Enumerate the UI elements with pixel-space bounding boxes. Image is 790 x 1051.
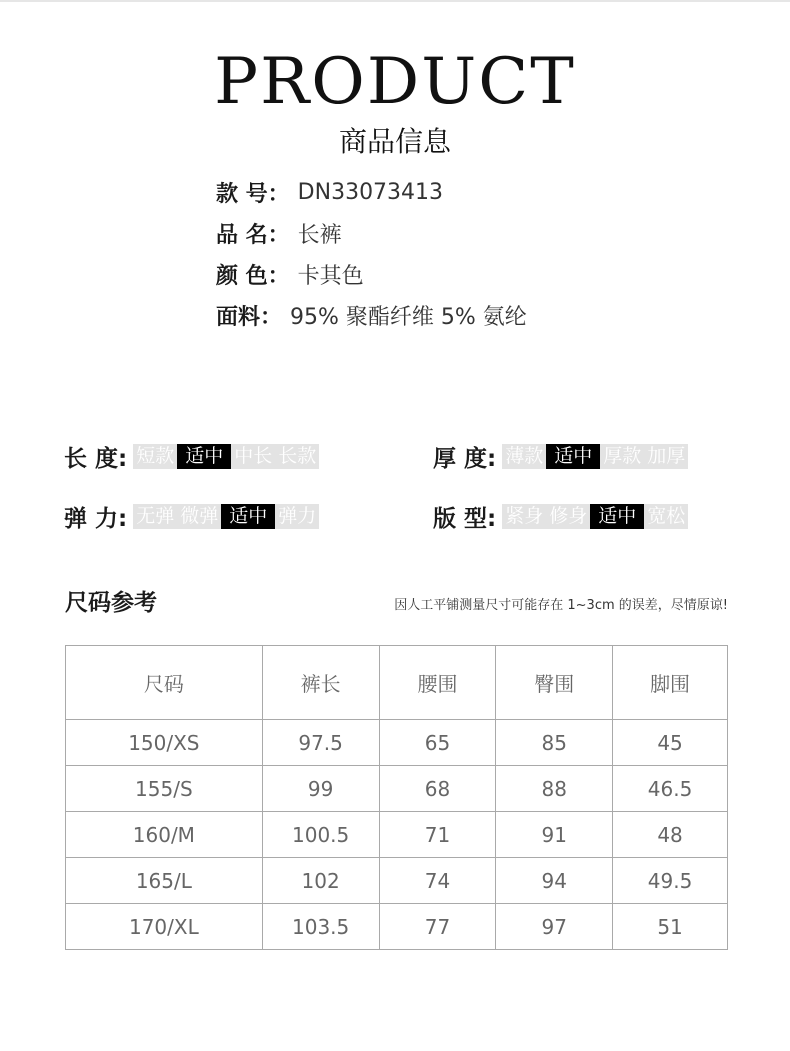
scale-option: 微弹 <box>180 504 219 527</box>
table-row <box>66 812 728 858</box>
scale-option: 宽松 <box>647 504 686 527</box>
table-row <box>66 904 728 950</box>
attribute-scale <box>133 504 319 529</box>
table-cell: 99 <box>262 766 379 812</box>
size-chart-note: 因人工平铺测量尺寸可能存在 1~3cm 的误差，尽情原谅! <box>394 598 728 613</box>
table-cell: 45 <box>613 720 728 766</box>
column-header: 臀围 <box>496 646 613 720</box>
attribute-label: 厚 度: <box>433 445 497 472</box>
table-header-row <box>66 646 728 720</box>
table-cell: 102 <box>262 858 379 904</box>
page-title: PRODUCT <box>214 45 576 119</box>
info-label: 面料： <box>216 305 283 330</box>
table-cell: 94 <box>496 858 613 904</box>
attribute-scale <box>133 444 319 469</box>
scale-option-selected: 适中 <box>590 504 644 529</box>
attribute-fit <box>433 499 688 533</box>
info-label: 颜 色： <box>216 264 290 289</box>
table-cell: 51 <box>613 904 728 950</box>
table-cell: 155/S <box>66 766 263 812</box>
table-cell: 48 <box>613 812 728 858</box>
scale-option: 中长 <box>234 444 273 467</box>
scale-option: 修身 <box>549 504 588 527</box>
table-cell: 100.5 <box>262 812 379 858</box>
table-cell: 97.5 <box>262 720 379 766</box>
attribute-label: 弹 力: <box>64 505 128 532</box>
scale-option: 长款 <box>278 444 317 467</box>
scale-option: 无弹 <box>136 504 175 527</box>
attribute-label: 版 型: <box>433 505 497 532</box>
scale-option-selected: 适中 <box>546 444 600 469</box>
info-row-color <box>216 254 527 295</box>
table-cell: 160/M <box>66 812 263 858</box>
attribute-scale <box>502 444 688 469</box>
table-cell: 165/L <box>66 858 263 904</box>
table-cell: 88 <box>496 766 613 812</box>
table-cell: 97 <box>496 904 613 950</box>
table-row <box>66 766 728 812</box>
info-row-fabric <box>216 295 527 336</box>
page-subtitle: 商品信息 <box>338 125 451 158</box>
info-label: 款 号： <box>216 182 290 207</box>
table-cell: 49.5 <box>613 858 728 904</box>
scale-option: 薄款 <box>505 444 544 467</box>
table-cell: 91 <box>496 812 613 858</box>
attribute-elasticity <box>64 499 319 533</box>
column-header: 腰围 <box>379 646 496 720</box>
info-value: DN33073413 <box>297 180 444 205</box>
table-row <box>66 858 728 904</box>
table-cell: 65 <box>379 720 496 766</box>
scale-option-selected: 适中 <box>221 504 275 529</box>
table-cell: 150/XS <box>66 720 263 766</box>
size-table <box>65 645 728 950</box>
table-cell: 77 <box>379 904 496 950</box>
table-cell: 71 <box>379 812 496 858</box>
scale-option-selected: 适中 <box>177 444 231 469</box>
info-value: 95% 聚酯纤维 5% 氨纶 <box>290 305 527 330</box>
attribute-thickness <box>433 439 688 473</box>
scale-option: 弹力 <box>278 504 317 527</box>
table-cell: 85 <box>496 720 613 766</box>
size-chart-title: 尺码参考 <box>65 590 157 616</box>
table-cell: 46.5 <box>613 766 728 812</box>
scale-option: 厚款 <box>603 444 642 467</box>
top-divider <box>0 0 790 2</box>
column-header: 脚围 <box>613 646 728 720</box>
table-row <box>66 720 728 766</box>
info-value: 卡其色 <box>297 264 364 289</box>
table-cell: 74 <box>379 858 496 904</box>
table-cell: 68 <box>379 766 496 812</box>
scale-option: 紧身 <box>505 504 544 527</box>
scale-option: 加厚 <box>647 444 686 467</box>
column-header: 尺码 <box>66 646 263 720</box>
attribute-length <box>64 439 319 473</box>
column-header: 裤长 <box>262 646 379 720</box>
scale-option: 短款 <box>136 444 175 467</box>
info-label: 品 名： <box>216 223 290 248</box>
attribute-label: 长 度: <box>64 445 128 472</box>
product-info <box>216 172 527 336</box>
info-row-product-name <box>216 213 527 254</box>
table-cell: 170/XL <box>66 904 263 950</box>
attribute-scale <box>502 504 688 529</box>
info-row-style-number <box>216 172 527 213</box>
table-cell: 103.5 <box>262 904 379 950</box>
info-value: 长裤 <box>297 223 342 248</box>
